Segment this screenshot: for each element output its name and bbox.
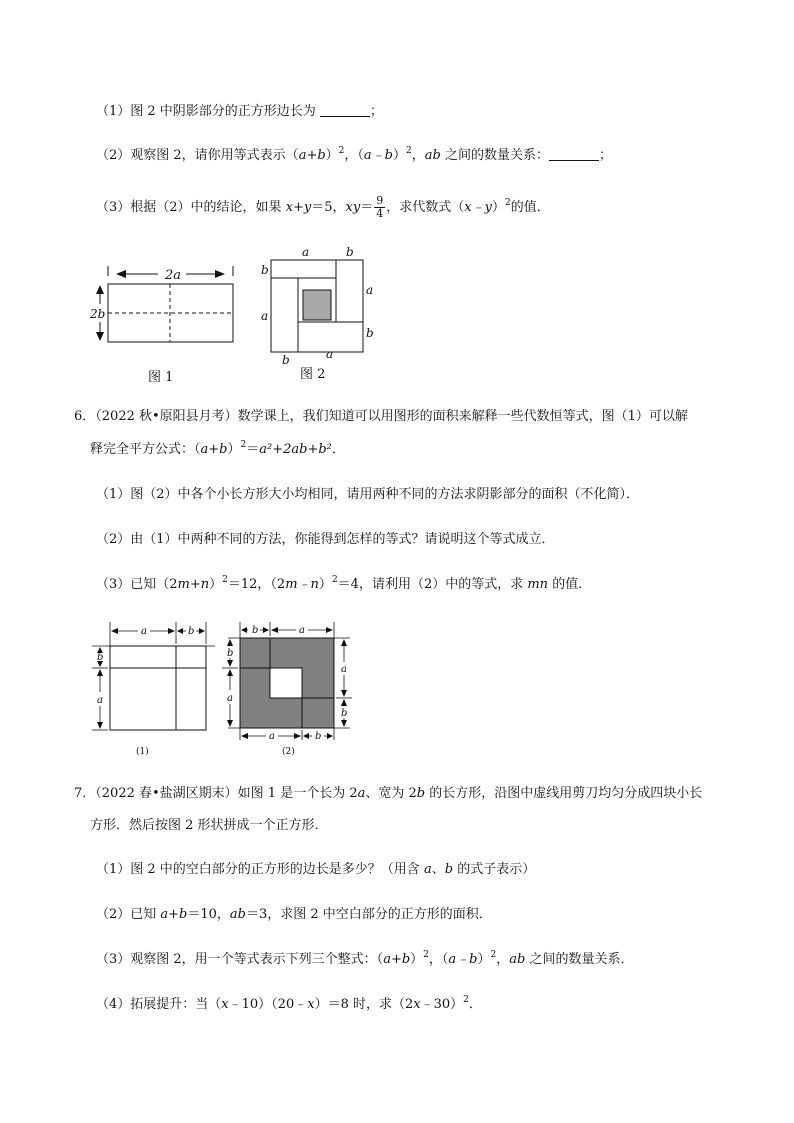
svg-text:b: b [261,263,269,277]
svg-text:b: b [315,731,322,742]
svg-text:b: b [366,326,374,340]
svg-text:a: a [302,245,310,259]
figure-6-1-caption: (1) [136,747,149,757]
q6-part1: （1）图（2）中各个小长方形大小均相同，请用两种不同的方法求阴影部分的面积（不化简）． [96,487,640,502]
q6-part3: （3）已知$(2m+n)^2=12$，（2m﹣n）$^2$＝4，请利用（2）中的等式，求 mn 的值． [96,575,592,592]
q5-part3: （3）根据（2）中的结论，如果 x+y＝5，xy＝ $\frac{9}{4}$ ，求代数式（x﹣y）$^2$的值． [96,194,550,220]
figure-6-1 [90,620,220,760]
svg-text:b: b [252,625,259,636]
svg-text:a: a [261,309,269,323]
figure-6-2-caption: (2) [282,747,295,757]
figure-2-caption: 图 2 [300,367,326,382]
svg-text:b: b [188,626,195,637]
fraction: $\frac{9}{4}$ [376,194,384,220]
q6-stem-line2: 释完全平方公式：$(a+b)^2=a^2+2ab+b^2$． [90,440,345,457]
figure-1-caption: 图 1 [148,370,174,385]
svg-text:b: b [282,353,290,367]
q7-part4: （4）拓展提升：当（x﹣10）（20﹣x）＝8 时，求（2x﹣30）$^2$． [96,995,482,1012]
q6-part2: （2）由（1）中两种不同的方法，你能得到怎样的等式？请说明这个等式成立． [96,532,555,547]
svg-text:a: a [366,283,374,297]
q5-part2: （2）观察图 2，请你用等式表示$(a+b)^2$，（a﹣b）$^2$，ab 之间的数量关系： ； [96,146,612,163]
q5-part1: （1）图 2 中阴影部分的正方形边长为 ； [96,104,383,119]
answer-blank [320,104,370,117]
svg-text:b: b [227,648,234,659]
figure-6-2 [220,620,360,760]
q6-stem-line1: 6．（2022 秋•原阳县月考）数学课上，我们知道可以用图形的面积来解释一些代数恒等式，图（1）可以解 [74,409,688,424]
svg-text:b: b [97,652,104,663]
svg-text:a: a [227,693,233,704]
blank-square [270,668,302,698]
svg-text:b: b [346,245,354,259]
svg-text:a: a [299,625,305,636]
answer-blank [549,148,599,161]
q7-stem-line2: 方形．然后按图 2 形状拼成一个正方形． [90,818,328,833]
svg-text:a: a [269,731,275,742]
figure-1-rectangle [88,262,248,387]
q7-part2: （2）已知 a+b＝10，ab＝3，求图 2 中空白部分的正方形的面积． [96,907,492,922]
svg-text:a: a [341,664,347,675]
q7-part3: （3）观察图 2，用一个等式表示下列三个整式：$(a+b)^2$，（a﹣b）$^2$，ab 之间的数量关系． [96,950,634,967]
svg-text:a: a [326,347,334,361]
width-label: 2a [165,268,182,283]
shaded-square [303,290,331,320]
svg-text:a: a [97,695,103,706]
svg-text:a: a [141,626,147,637]
svg-text:b: b [341,708,348,719]
figure-2-square [258,244,383,384]
height-label: 2b [90,307,106,321]
q7-stem-line1: 7．（2022 春•盐湖区期末）如图 1 是一个长为 2a、宽为 2b 的长方形，沿图中虚线用剪刀均匀分成四块小长 [74,786,703,801]
q7-part1: （1）图 2 中的空白部分的正方形的边长是多少？（用含 a、b 的式子表示） [96,862,536,877]
